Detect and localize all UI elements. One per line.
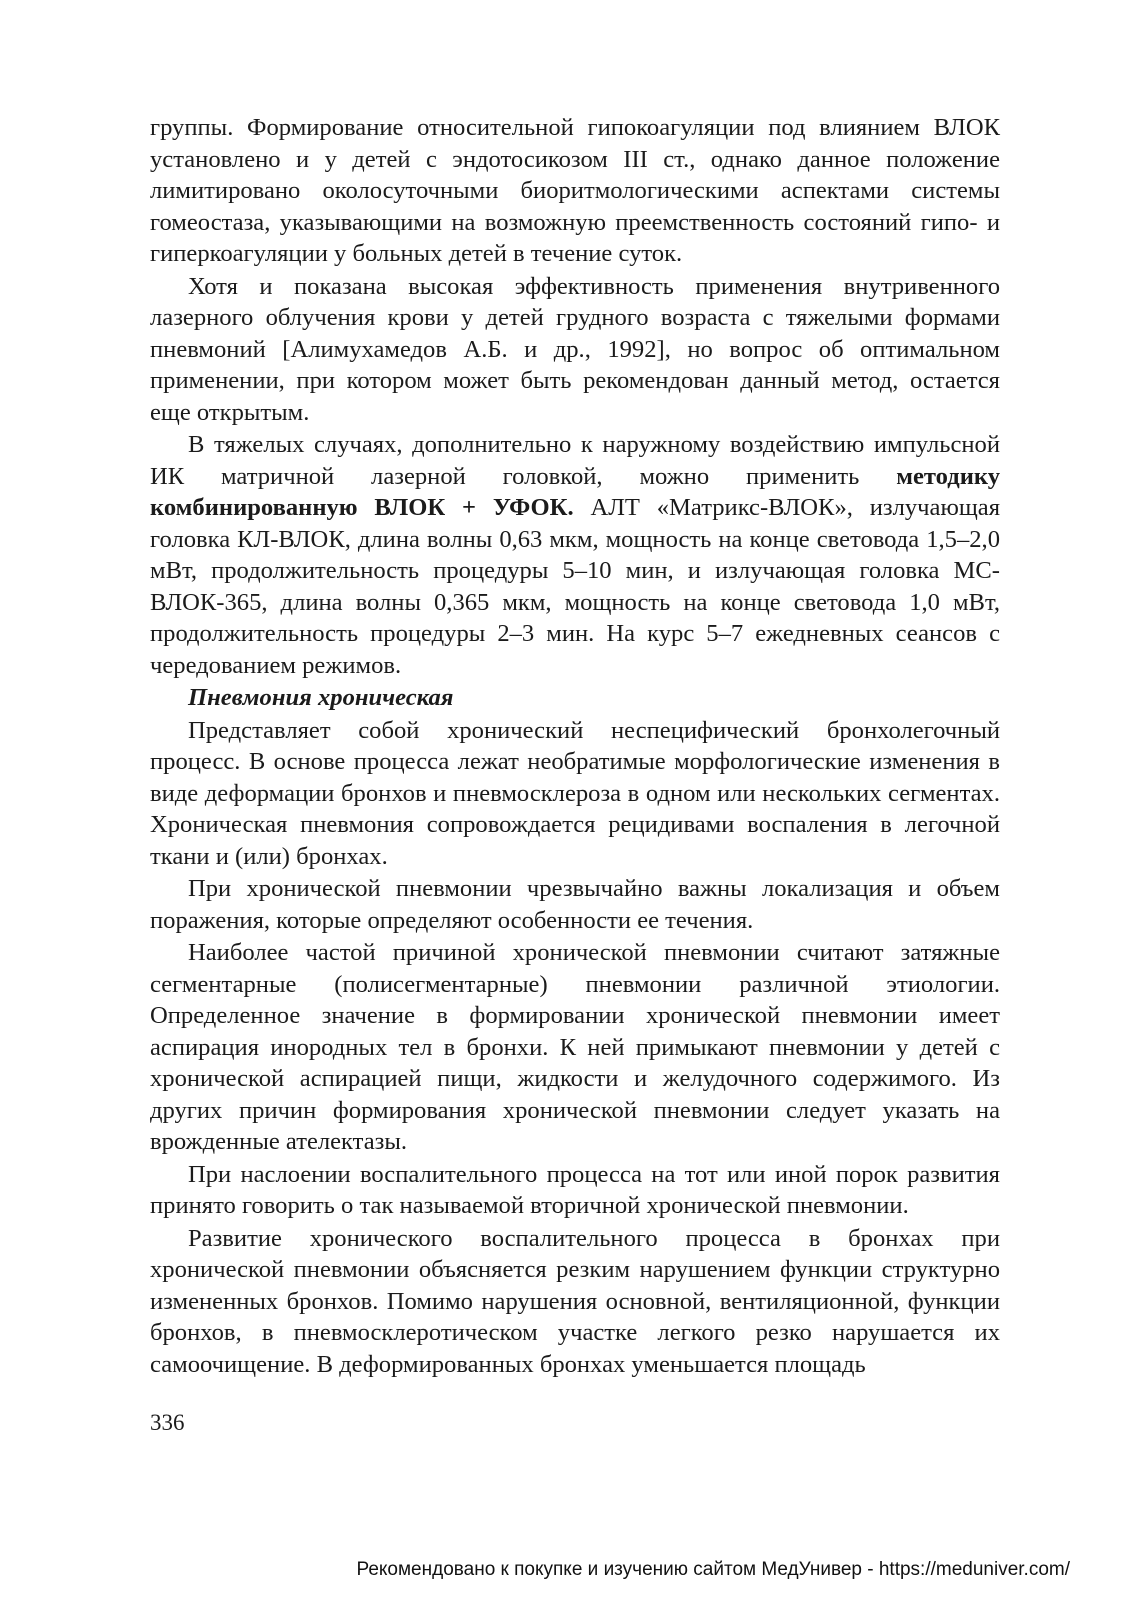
paragraph-combined-method [150, 429, 1000, 681]
paragraph-causes: Наиболее частой причиной хронической пневмонии считают затяжные сегментарные (полисегментарные) пневмонии различной этиологии. Определенное значение в формировании хронической пневмонии имеет аспирация инородных тел в бронхи. К ней примыкают пневмонии у детей с хронической аспирацией пищи, жидкости и желудочного содержимого. Из других причин формирования хронической пневмонии следует указать на врожденные ателектазы. [150, 939, 1000, 1155]
paragraph-vlok-efficiency: Хотя и показана высокая эффективность применения внутривенного лазерного облучения крови у детей грудного возраста с тяжелыми формами пневмоний [Алимухамедов А.Б. и др., 1992], но вопрос об оптимальном применении, при котором может быть рекомендован данный метод, остается еще открытым. [150, 272, 1000, 426]
footer-recommendation: Рекомендовано к покупке и изучению сайтом МедУнивер - https://meduniver.com/ [356, 1559, 1070, 1580]
paragraph-continuation: группы. Формирование относительной гипокоагуляции под влиянием ВЛОК установлено и у детей с эндотосикозом III ст., однако данное положение лимитировано околосуточными биоритмологическими аспектами системы гомеостаза, указывающими на возможную преемственность состояний гипо- и гиперкоагуляции у больных детей в течение суток. [150, 114, 1000, 267]
combined-method-text-start: В тяжелых случаях, дополнительно к наружному воздействию импульсной ИК матричной лазерной головкой, можно применить [150, 431, 1000, 490]
page-body [150, 112, 1000, 1380]
paragraph-definition: Представляет собой хронический неспецифический бронхолегочный процесс. В основе процесса лежат необратимые морфологические изменения в виде деформации бронхов и пневмосклероза в одном или нескольких сегментах. Хроническая пневмония сопровождается рецидивами воспаления в легочной ткани и (или) бронхах. [150, 716, 1000, 870]
combined-method-bold-text: методику комбинированную ВЛОК + УФОК. [150, 462, 1000, 521]
combined-method-text-end: АЛТ «Матрикс-ВЛОК», излучающая головка КЛ-ВЛОК, длина волны 0,63 мкм, мощность на конце световода 1,5–2,0 мВт, продолжительность процедуры 5–10 мин, и излучающая головка МС-ВЛОК-365, длина волны 0,365 мкм, мощность на конце световода 1,0 мВт, продолжительность процедуры 2–3 мин. На курс 5–7 ежедневных сеансов с чередованием режимов. [150, 494, 1000, 679]
section-heading: Пневмония хроническая [188, 684, 454, 711]
paragraph-secondary-pneumonia: При наслоении воспалительного процесса на тот или иной порок развития принято говорить о так называемой вторичной хронической пневмонии. [150, 1160, 1000, 1219]
paragraph-development: Развитие хронического воспалительного процесса в бронхах при хронической пневмонии объясняется резким нарушением функции структурно измененных бронхов. Помимо нарушения основной, вентиляционной, функции бронхов, в пневмосклеротическом участке легкого резко нарушается их самоочищение. В деформированных бронхах уменьшается площадь [150, 1224, 1000, 1378]
paragraph-localization: При хронической пневмонии чрезвычайно важны локализация и объем поражения, которые определяют особенности ее течения. [150, 875, 1000, 934]
page-number: 336 [150, 1410, 185, 1435]
